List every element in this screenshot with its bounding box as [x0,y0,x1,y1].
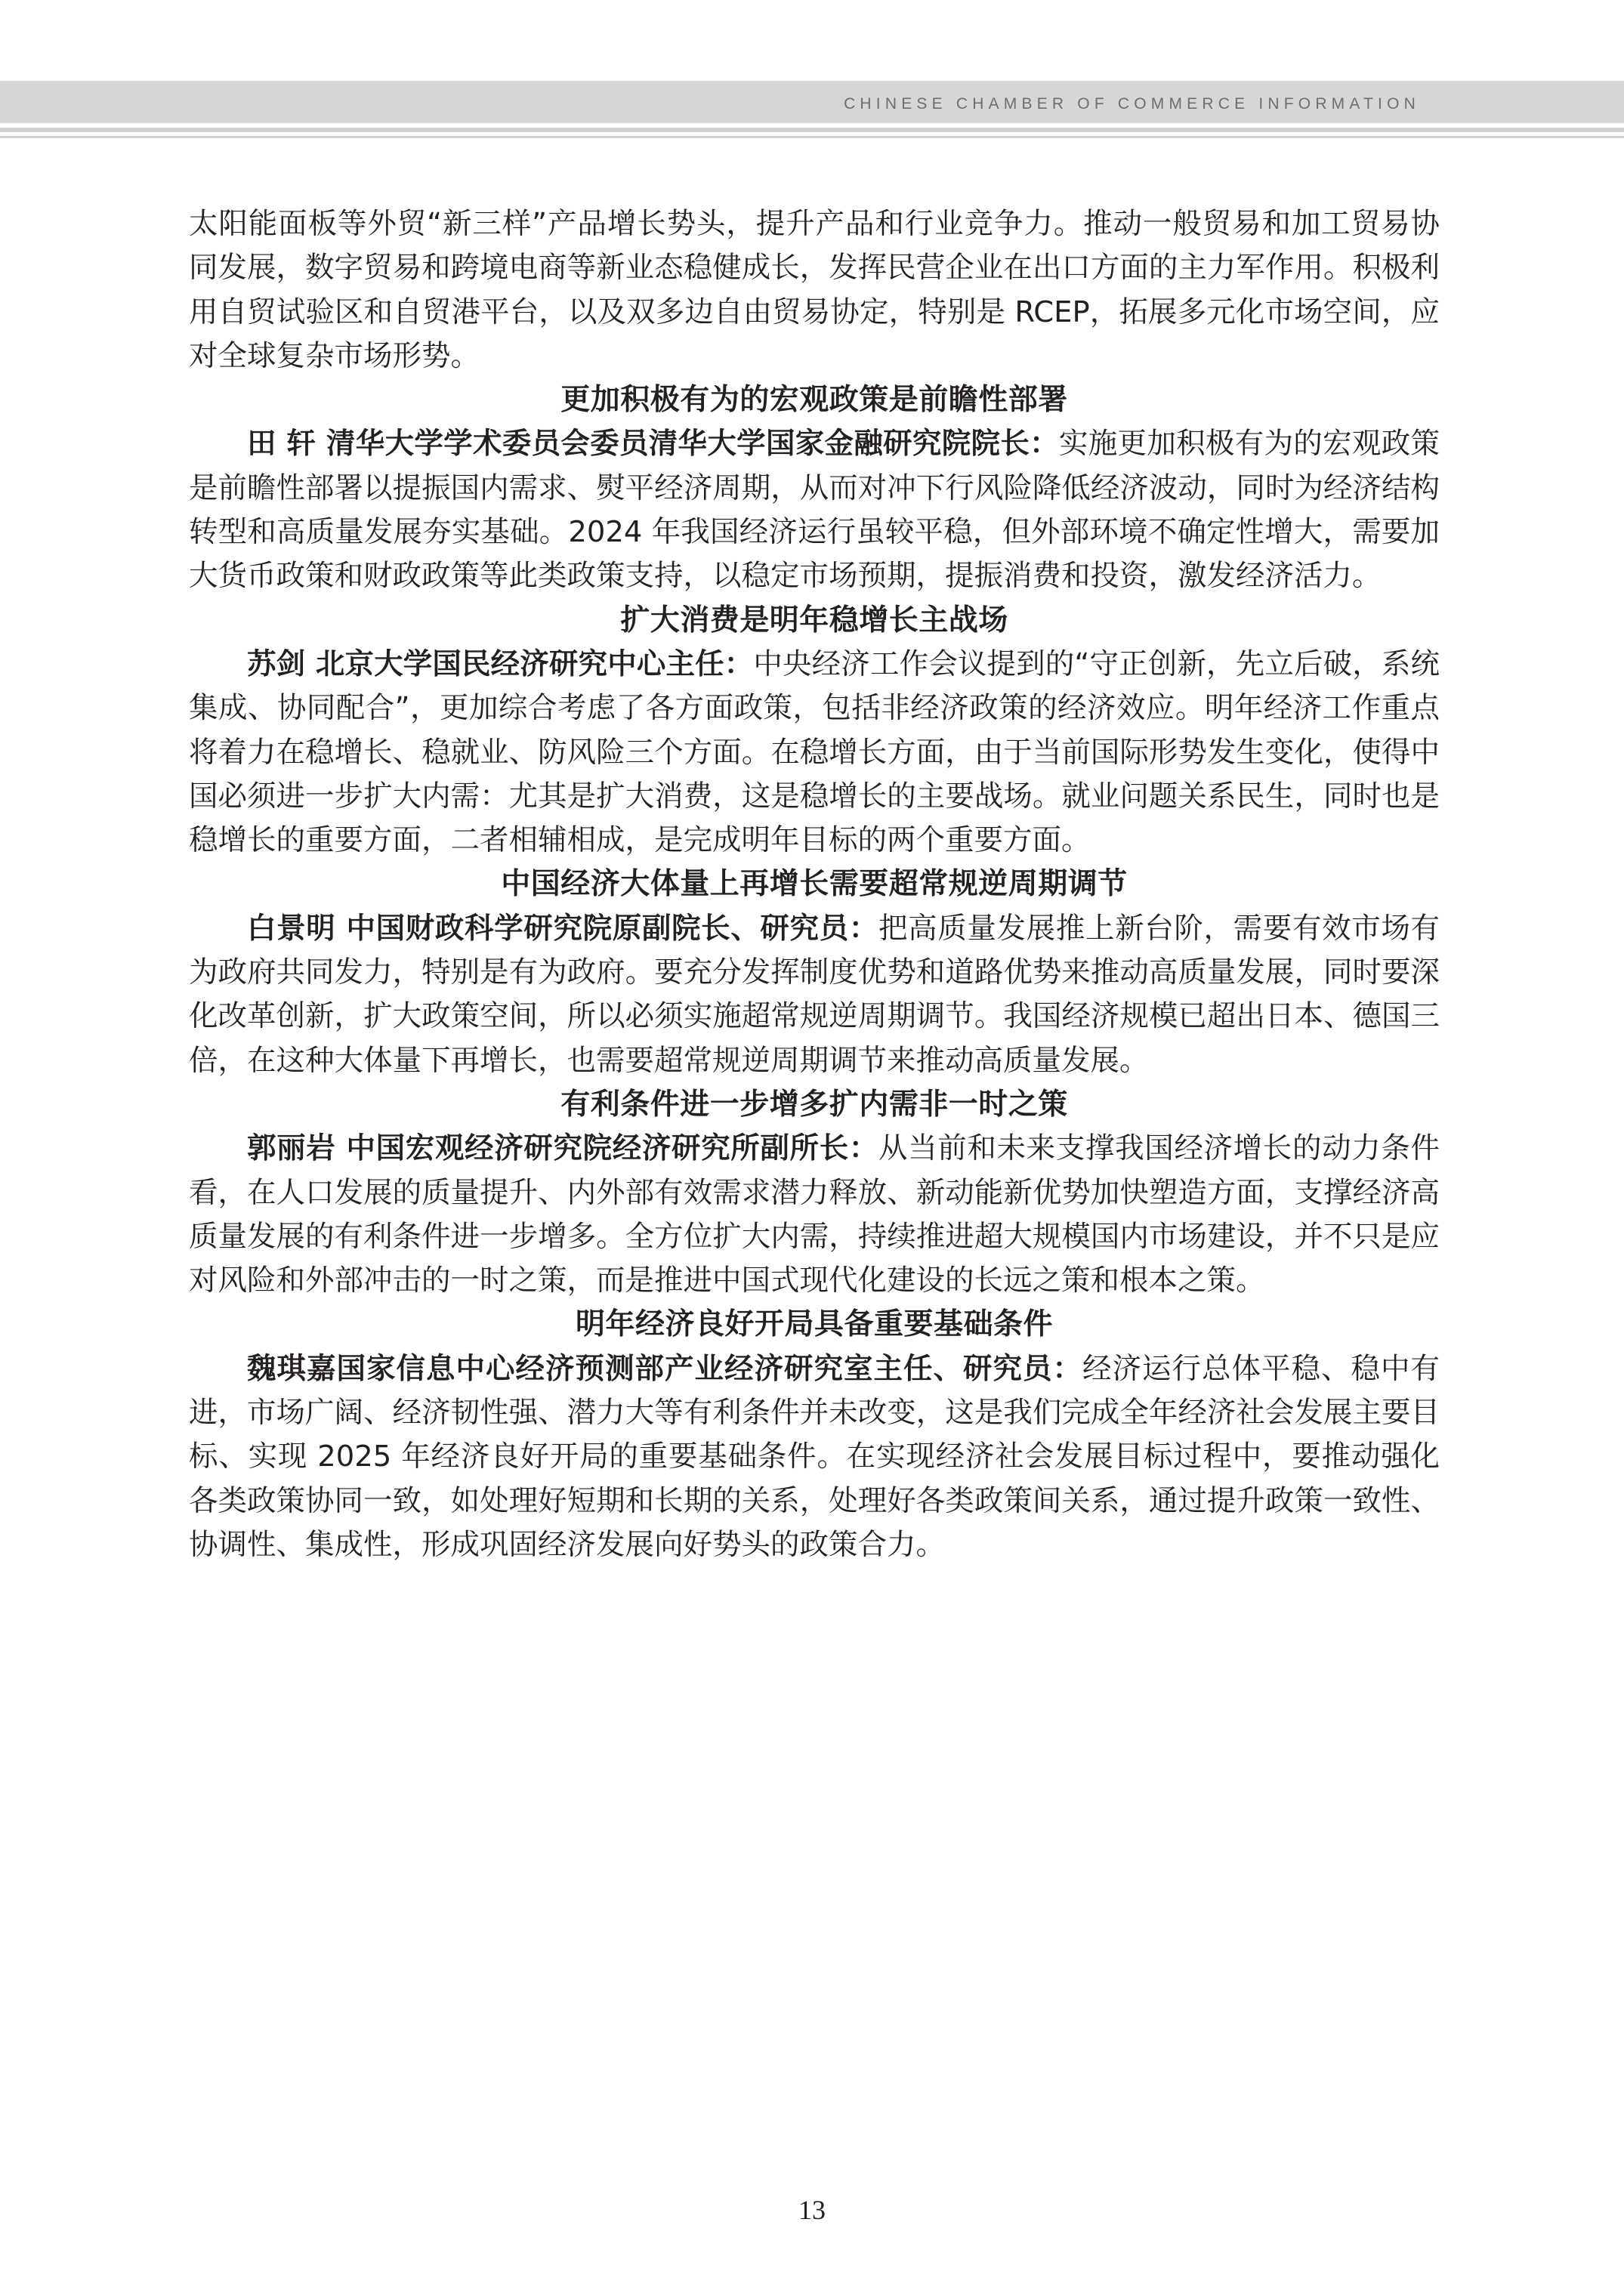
section-heading-4: 有利条件进一步增多扩内需非一时之策 [560,1087,1068,1122]
section-paragraph-1 [189,422,1440,598]
intro-paragraph: 太阳能面板等外贸“新三样”产品增长势头，提升产品和行业竞争力。推动一般贸易和加工贸易协同发展，数字贸易和跨境电商等新业态稳健成长，发挥民营企业在出口方面的主力军作用。积极利用自贸试验区和自贸港平台，以及双多边自由贸易协定，特别是 RCEP，拓展多元化市场空间，应对全球复杂市场形势。 [189,207,1440,373]
page-number: 13 [798,2195,826,2225]
section-paragraph-3 [189,907,1440,1083]
header-rule-thin [0,136,1624,138]
section-paragraph-2 [189,643,1440,863]
header-title: CHINESE CHAMBER OF COMMERCE INFORMATION [844,95,1420,113]
section-text-2: 中央经济工作会议提到的“守正创新，先立后破，系统集成、协同配合”，更加综合考虑了各方面政策，包括非经济政策的经济效应。明年经济工作重点将着力在稳增长、稳就业、防风险三个方面。在稳增长方面，由于当前国际形势发生变化，使得中国必须进一步扩大内需：尤其是扩大消费，这是稳增长的主要战场。就业问题关系民生，同时也是稳增长的重要方面，二者相辅相成，是完成明年目标的两个重要方面。 [189,647,1440,858]
article-body [189,202,1440,1567]
header-rule [0,128,1624,132]
speaker-name-3: 白景明 中国财政科学研究院原副院长、研究员： [247,911,878,946]
section-text-3: 把高质量发展推上新台阶，需要有效市场有为政府共同发力，特别是有为政府。要充分发挥制度优势和道路优势来推动高质量发展，同时要深化改革创新，扩大政策空间，所以必须实施超常规逆周期调节。我国经济规模已超出日本、德国三倍，在这种大体量下再增长，也需要超常规逆周期调节来推动高质量发展。 [189,911,1440,1078]
section-heading-1: 更加积极有为的宏观政策是前瞻性部署 [560,383,1068,418]
section-text-4: 从当前和未来支撑我国经济增长的动力条件看，在人口发展的质量提升、内外部有效需求潜力释放、新动能新优势加快塑造方面，支撑经济高质量发展的有利条件进一步增多。全方位扩大内需，持续推进超大规模国内市场建设，并不只是应对风险和外部冲击的一时之策，而是推进中国式现代化建设的长远之策和根本之策。 [189,1131,1440,1298]
speaker-name-4: 郭丽岩 中国宏观经济研究院经济研究所副所长： [247,1131,878,1166]
section-paragraph-4 [189,1127,1440,1303]
speaker-name-1: 田 轩 清华大学学术委员会委员清华大学国家金融研究院院长： [247,427,1059,461]
section-text-5: 经济运行总体平稳、稳中有进，市场广阔、经济韧性强、潜力大等有利条件并未改变，这是我们完成全年经济社会发展主要目标、实现 2025 年经济良好开局的重要基础条件。在实现经济社会发展目标过程中，要推动强化各类政策协同一致，如处理好短期和长期的关系，处理好各类政策间关系，通过提升政策一致性、协调性、集成性，形成巩固经济发展向好势头的政策合力。 [189,1351,1440,1562]
section-text-1: 实施更加积极有为的宏观政策是前瞻性部署以提振国内需求、熨平经济周期，从而对冲下行风险降低经济波动，同时为经济结构转型和高质量发展夯实基础。2024 年我国经济运行虽较平稳，但外部环境不确定性增大，需要加大货币政策和财政政策等此类政策支持，以稳定市场预期，提振消费和投资，激发经济活力。 [189,427,1440,594]
speaker-name-5: 魏琪嘉国家信息中心经济预测部产业经济研究室主任、研究员： [247,1351,1082,1386]
section-heading-5: 明年经济良好开局具备重要基础条件 [575,1307,1053,1342]
speaker-name-2: 苏剑 北京大学国民经济研究中心主任： [247,647,754,681]
section-heading-2: 扩大消费是明年稳增长主战场 [620,603,1008,637]
section-paragraph-5 [189,1347,1440,1567]
section-heading-3: 中国经济大体量上再增长需要超常规逆周期调节 [501,867,1128,902]
